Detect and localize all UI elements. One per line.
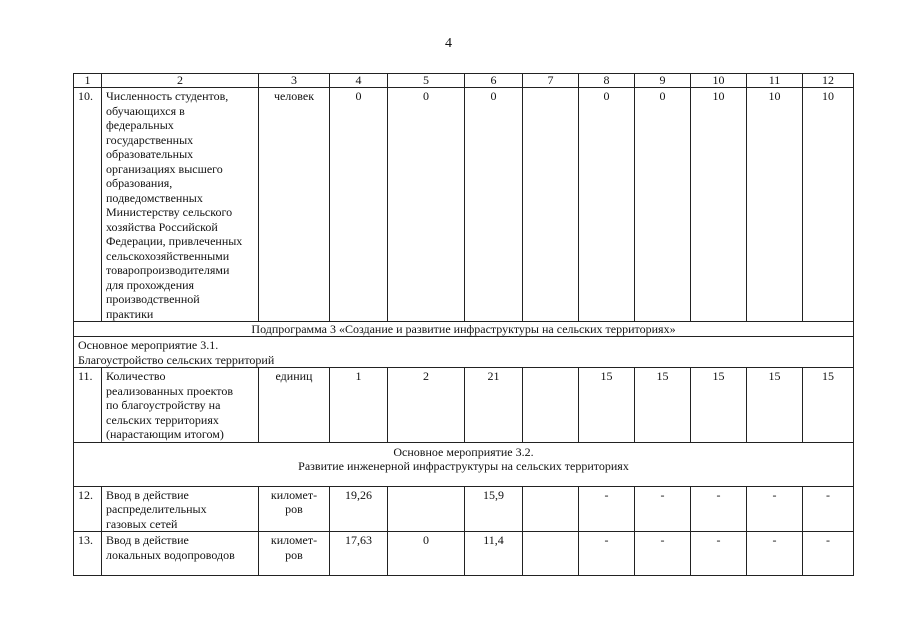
value-cell: - [691,486,747,532]
value-cell: 19,26 [330,486,388,532]
indicators-table [73,73,854,576]
value-cell: 15,9 [465,486,523,532]
value-cell: 0 [579,88,635,322]
value-cell: - [579,486,635,532]
value-cell: 11,4 [465,532,523,576]
value-cell: - [747,486,803,532]
value-cell: 0 [388,532,465,576]
header-row [74,74,854,88]
section-row [74,337,854,368]
value-cell: - [579,532,635,576]
header-cell: 8 [579,74,635,88]
table-row [74,486,854,532]
value-cell: 0 [635,88,691,322]
value-cell [388,486,465,532]
value-cell: 10 [691,88,747,322]
header-cell: 6 [465,74,523,88]
indicator-name: Ввод в действие распределительных газовых сетей [102,486,259,532]
row-number: 12. [74,486,102,532]
value-cell: 15 [691,368,747,443]
measure-title: Основное мероприятие 3.2. Развитие инженерной инфраструктуры на сельских территориях [74,442,854,486]
value-cell: - [691,532,747,576]
measure-title: Основное мероприятие 3.1. Благоустройство сельских территорий [74,337,854,368]
value-cell: 0 [465,88,523,322]
header-cell: 2 [102,74,259,88]
header-cell: 1 [74,74,102,88]
value-cell [523,88,579,322]
value-cell: 15 [747,368,803,443]
table-row [74,368,854,443]
indicator-name: Численность студентов, обучающихся в федеральных государственных образовательных организациях высшего образования, подведомственных Министерству сельского хозяйства Российской Федерации, привлеченных сельскохозяйственными товаропроизводителями для прохождения производственной практики [102,88,259,322]
row-number: 11. [74,368,102,443]
value-cell: - [803,486,854,532]
section-row [74,442,854,486]
value-cell: 10 [747,88,803,322]
value-cell: - [747,532,803,576]
value-cell: 0 [330,88,388,322]
header-cell: 3 [259,74,330,88]
value-cell [523,486,579,532]
indicator-name: Количество реализованных проектов по благоустройству на сельских территориях (нарастающим итогом) [102,368,259,443]
unit-cell: человек [259,88,330,322]
table-row [74,532,854,576]
subprogram-title: Подпрограмма 3 «Создание и развитие инфраструктуры на сельских территориях» [74,322,854,337]
value-cell: 0 [388,88,465,322]
value-cell: 1 [330,368,388,443]
page-number: 4 [445,36,452,51]
header-cell: 10 [691,74,747,88]
value-cell [523,368,579,443]
value-cell: - [635,486,691,532]
value-cell [523,532,579,576]
unit-cell: километ- ров [259,486,330,532]
header-cell: 4 [330,74,388,88]
value-cell: 2 [388,368,465,443]
value-cell: 15 [635,368,691,443]
value-cell: - [803,532,854,576]
header-cell: 11 [747,74,803,88]
row-number: 13. [74,532,102,576]
value-cell: 21 [465,368,523,443]
section-row [74,322,854,337]
header-cell: 5 [388,74,465,88]
row-number: 10. [74,88,102,322]
unit-cell: километ- ров [259,532,330,576]
indicator-name: Ввод в действие локальных водопроводов [102,532,259,576]
unit-cell: единиц [259,368,330,443]
value-cell: 15 [803,368,854,443]
header-cell: 9 [635,74,691,88]
header-cell: 7 [523,74,579,88]
value-cell: 17,63 [330,532,388,576]
value-cell: 10 [803,88,854,322]
header-cell: 12 [803,74,854,88]
value-cell: - [635,532,691,576]
value-cell: 15 [579,368,635,443]
table-row [74,88,854,322]
